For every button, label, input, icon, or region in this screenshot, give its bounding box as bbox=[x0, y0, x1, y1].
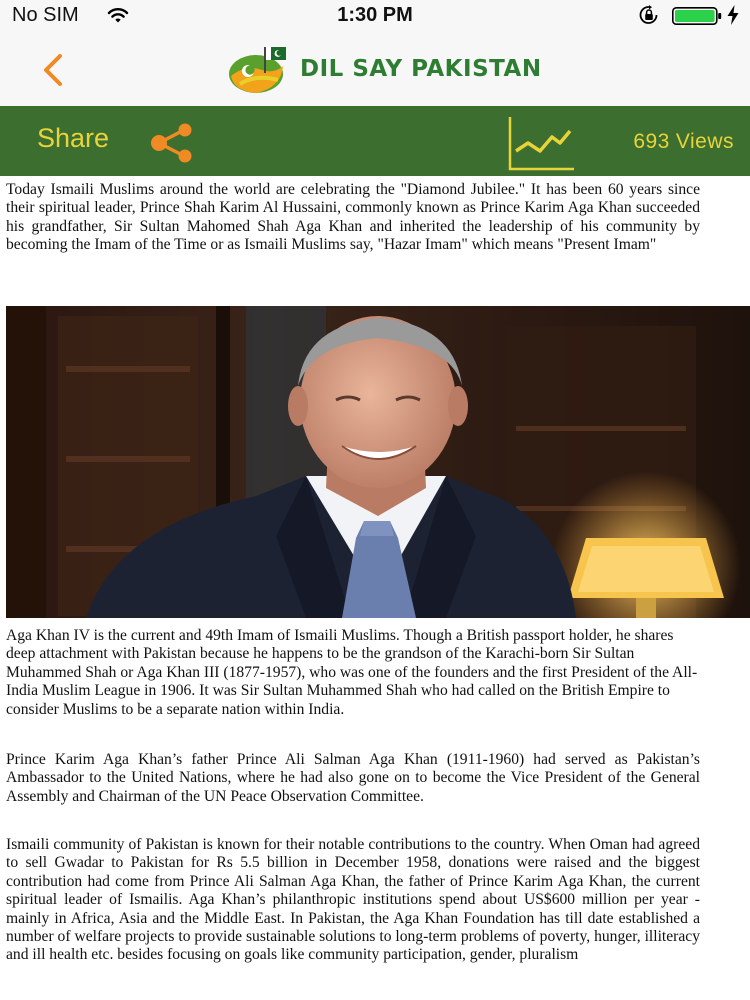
rotation-lock-icon bbox=[638, 5, 660, 25]
status-bar bbox=[0, 0, 750, 30]
share-bar bbox=[0, 106, 750, 176]
app-logo-icon bbox=[226, 44, 290, 94]
share-icon[interactable] bbox=[148, 123, 196, 163]
article-paragraph-intro: Today Ismaili Muslims around the world are celebrating the "Diamond Jubilee." It has been 60 years since their spiritual leader, Prince Shah Karim Al Hussaini, commonly known as Prince Karim Aga Khan succeeded his grandfather, Sir Sultan Mahomed Shah Aga Khan and inherited the leadership of his community by becoming the Imam of the Time or as Ismaili Muslims say, "Hazar Imam" which means "Present Imam" bbox=[6, 181, 700, 254]
clock: 1:30 PM bbox=[337, 4, 413, 26]
trend-chart-icon bbox=[506, 115, 576, 173]
carrier-label: No SIM bbox=[12, 4, 79, 26]
charging-bolt-icon bbox=[726, 5, 740, 25]
brand bbox=[226, 44, 542, 94]
views-counter bbox=[600, 130, 734, 154]
article-paragraph-2: Aga Khan IV is the current and 49th Imam of Ismaili Muslims. Though a British passport holder, he shares deep attachment with Pakistan because he happens to be the grandson of the Karachi-born Sir Sultan Muhammed Shah or Aga Khan III (1877-1957), who was one of the founders and the first President of the All-India Muslim League in 1906. It was Sir Sultan Muhammed Shah who had called on the British Empire to consider Muslims to be a separate nation within India. bbox=[6, 627, 698, 718]
article-paragraph-3: Prince Karim Aga Khan’s father Prince Ali Salman Aga Khan (1911-1960) had served as Pakistan’s Ambassador to the United Nations, where he had also gone on to become the Vice President of the General Assembly and Chairman of the UN Peace Observation Committee. bbox=[6, 751, 700, 805]
share-button[interactable]: Share bbox=[37, 123, 110, 153]
views-count-value: 693 bbox=[633, 130, 670, 153]
article-photo bbox=[6, 306, 750, 618]
battery-icon bbox=[672, 7, 722, 25]
views-count-label: Views bbox=[675, 130, 734, 153]
app-title: DIL SAY PAKISTAN bbox=[300, 56, 542, 82]
nav-header bbox=[0, 30, 750, 107]
chevron-left-icon bbox=[46, 56, 60, 84]
back-button[interactable] bbox=[38, 52, 68, 88]
article-paragraph-4: Ismaili community of Pakistan is known for their notable contributions to the country. When Oman had agreed to sell Gwadar to Pakistan for Rs 5.5 billion in December 1958, donations were raised and the biggest contribution had come from Prince Ali Salman Aga Khan, the father of Prince Karim Aga Khan, the current spiritual leader of Ismailis. Aga Khan’s philanthropic institutions spend about US$600 million per year - mainly in Africa, Asia and the Middle East. In Pakistan, the Aga Khan Foundation has till date established a number of welfare projects to provide sustainable solutions to long-term problems of poverty, hunger, illiteracy and ill health etc. besides focusing on goals like community participation, gender, pluralism bbox=[6, 836, 700, 964]
